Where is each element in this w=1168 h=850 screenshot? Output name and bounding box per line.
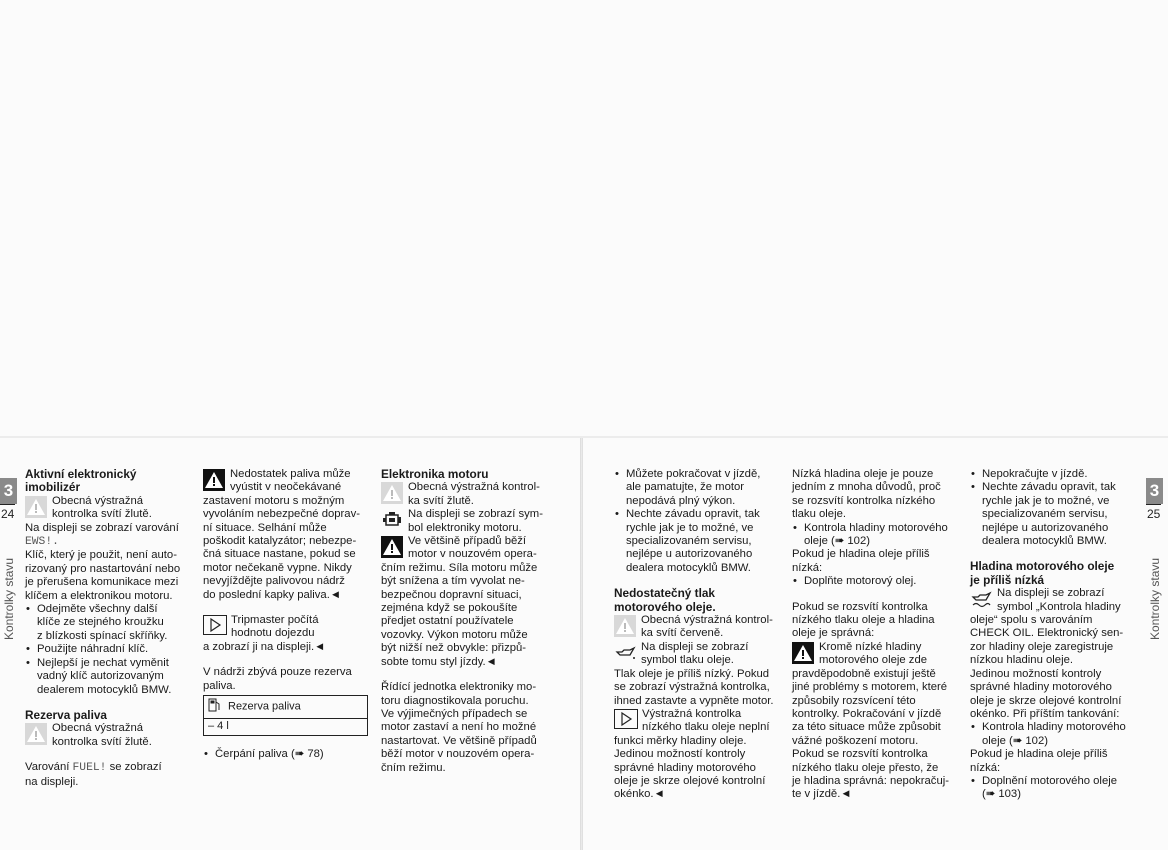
fuel-reserve-value: – 4 l: [204, 719, 368, 735]
fuel-reserve-table: [203, 695, 368, 735]
list-item: • Nechte závadu opravit, tak rychle jak je to možné, ve specializovaném servisu, nejlépe u autorizovaného dealera motocyklů BMW.: [970, 481, 1140, 548]
general-warning-icon: [25, 496, 47, 518]
oil-pressure-note: Výstražná kontrolka nízkého tlaku oleje neplní funkci měrky hladiny oleje. Jedinou možností kontroly správné hladiny motorového oleje je skrze olejové kontrolní okénko.◄: [614, 707, 770, 801]
engine-diagnosis-text: Řídící jednotka elektroniky mo- toru diagnostikovala poruchu. Ve výjimečných případech se motor zastaví a není ho možné nastartovat. Ve většině případů běží motor v nouzovém opera- čním režimu.: [381, 681, 537, 774]
oil-warning-text: Kromě nízké hladiny motorového oleje zde pravděpodobně existují ještě jiné problémy s motorem, které způsobily rozsvícení této kontrolky. Pokračování v jízdě za této situace může způsobit vážné poškození motoru. Pokud se rozsvítí kontrolka nízkého tlaku oleje přesto, že je hladina správná: nepokračuj- te v jízdě.◄: [792, 640, 949, 801]
chapter-number: 3: [3, 481, 14, 500]
list-item: • Použijte náhradní klíč.: [25, 643, 195, 656]
info-arrow-icon: [614, 709, 638, 729]
warning-triangle-icon: [792, 642, 814, 664]
left-col-3: Elektronika motoru Obecná výstražná kontrol- ka svítí žlutě. Na displeji se zobrazí sym- bol elektroniky motoru. Ve většině případů běží motor v nouzovém opera- čním režimu. Síla motoru může být snížena a tím vyvolat ne- bezpečnou dopravní situaci, zejména když se pokoušíte předjet ostatní používatele vozovky. Výkon motoru může být nižší než obvykle: přizpů- sobte tomu styl jízdy.◄ Řídící jednotka elektroniky mo- toru diagnostikovala poruchu. Ve výjimečných případech se motor zastaví a není ho možné nastartovat. Ve většině případů běží motor v nouzovém opera- čním režimu.: [381, 468, 551, 775]
info-arrow-icon: [203, 615, 227, 635]
page-number-left: 24: [1, 507, 15, 521]
engine-electronics-title: Elektronika motoru: [381, 467, 489, 481]
immobilizer-bullets: [25, 603, 195, 697]
list-item: • Čerpání paliva (➠ 78): [203, 748, 373, 761]
oil-level-text: Na displeji se zobrazí symbol „Kontrola hladiny oleje“ spolu s varováním CHECK OIL. Elektronický sen- zor hladiny oleje zaregistruje nízkou hladinu oleje. Jedinou možností kontroly správné hladiny motorového oleje je skrze olejové kontrolní okénko. Při příštím tankování:: [970, 587, 1124, 720]
side-label-left: Kontrolky stavu: [2, 557, 16, 640]
left-col-1: Aktivní elektronický imobilizér Obecná výstražná kontrolka svítí žlutě. Na displeji se zobrazí varování EWS!. Klíč, který je použit, není auto- rizovaný pro nastartování nebo je přerušena komunikace mezi klíčem a elektronikou motoru. • Odejměte všechny další klíče ze stejného kroužku z blízkosti spínací skříňky. • Použijte náhradní klíč. • Nejlepší je nechat vyměnit vadný klíč autorizovaným dealerem motocyklů BMW. Rezerva paliva Obecná výstražná kontrolka svítí žlutě. Varování FUEL! se zobrazí na displeji.: [25, 468, 195, 789]
immobilizer-title: Aktivní elektronický imobilizér: [25, 467, 137, 495]
list-item: • Nepokračujte v jízdě.: [970, 468, 1140, 481]
chapter-tab-left: [0, 478, 17, 504]
fuel-display-code: FUEL!: [72, 762, 107, 775]
warning-triangle-icon: [203, 469, 225, 491]
ews-display-code: EWS!.: [25, 536, 59, 549]
list-item: • Nechte závadu opravit, tak rychle jak je to možné, ve specializovaném servisu, nejlépe u autorizovaného dealera motocyklů BMW.: [614, 508, 784, 575]
list-item: • Nejlepší je nechat vyměnit vadný klíč autorizovaným dealerem motocyklů BMW.: [25, 657, 195, 697]
fuel-reserve-label: Rezerva paliva: [228, 700, 301, 713]
fuel-warning-text: Nedostatek paliva může vyústit v neočekávané zastavení motoru s možným vyvoláním nebezpečné doprav- ní situace. Selhání může poškodit katalyzátor; nebezpe- čná situace nastane, pokud se motor nečekaně vypne. Nikdy nevyjíždějte palivovou nádrž do poslední kapky paliva.◄: [203, 468, 360, 601]
engine-warning-text: Ve většině případů běží motor v nouzovém opera- čním režimu. Síla motoru může být snížena a tím vyvolat ne- bezpečnou dopravní situaci, zejména když se pokoušíte předjet ostatní používatele vozovky. Výkon motoru může být nižší než obvykle: přizpů- sobte tomu styl jízdy.◄: [381, 535, 538, 668]
left-col-2: Nedostatek paliva může vyústit v neočekávané zastavení motoru s možným vyvoláním nebezpečné doprav- ní situace. Selhání může poškodit katalyzátor; nebezpe- čná situace nastane, pokud se motor nečekaně vypne. Nikdy nevyjíždějte palivovou nádrž do poslední kapky paliva.◄ Tripmaster počítá hodnotu dojezdu a zobrazí ji na displeji.◄ V nádrži zbývá pouze rezerva paliva. Rezerva paliva – 4 l • Čerpání paliva (➠ 78): [203, 468, 373, 761]
right-col-2: Nízká hladina oleje je pouze jedním z mnoha důvodů, proč se rozsvítí kontrolka nízkého tlaku oleje. • Kontrola hladiny motorového oleje (➠ 102) Pokud je hladina oleje příliš nízká: • Doplňte motorový olej. Pokud se rozsvítí kontrolka nízkého tlaku oleje a hladina oleje je správná: Kromě nízké hladiny motorového oleje zde pravděpodobně existují ještě jiné problémy s motorem, které způsobily rozsvícení této kontrolky. Pokračování v jízdě za této situace může způsobit vážné poškození motoru. Pokud se rozsvítí kontrolka nízkého tlaku oleje přesto, že je hladina správná: nepokračuj- te v jízdě.◄: [792, 468, 962, 802]
oil-level-icon: [970, 588, 992, 610]
general-warning-icon: [25, 723, 47, 745]
book-fold: [580, 438, 583, 850]
fuel-pump-icon: [208, 698, 220, 716]
chapter-number: 3: [1149, 481, 1160, 500]
list-item: • Kontrola hladiny motorového oleje (➠ 102): [792, 522, 962, 549]
oil-pressure-paragraph: Tlak oleje je příliš nízký. Pokud se zobrazí výstražná kontrolka, ihned zastavte a vypněte motor.: [614, 667, 774, 707]
warning-triangle-icon: [381, 536, 403, 558]
right-col-1: • Můžete pokračovat v jízdě, ale pamatujte, že motor nepodává plný výkon. • Nechte závadu opravit, tak rychle jak je to možné, ve specializovaném servisu, nejlépe u autorizovaného dealera motocyklů BMW. Nedostatečný tlak motorového oleje. Obecná výstražná kontrol- ka svítí červeně. Na displeji se zobrazí symbol tlaku oleje. Tlak oleje je příliš nízký. Pokud se zobrazí výstražná kontrolka, ihned zastavte a vypněte motor. Výstražná kontrolka nízkého tlaku oleje neplní funkci měrky hladiny oleje. Jedinou možností kontroly správné hladiny motorového oleje je skrze olejové kontrolní okénko.◄: [614, 468, 784, 802]
side-label-right: Kontrolky stavu: [1148, 557, 1162, 640]
oil-can-icon: [614, 642, 636, 664]
chapter-tab-right: [1146, 478, 1163, 504]
list-item: • Můžete pokračovat v jízdě, ale pamatujte, že motor nepodává plný výkon.: [614, 468, 784, 508]
tripmaster-note: Tripmaster počítá hodnotu dojezdu a zobrazí ji na displeji.◄: [203, 614, 326, 653]
right-col-3: • Nepokračujte v jízdě. • Nechte závadu opravit, tak rychle jak je to možné, ve specializovaném servisu, nejlépe u autorizovaného dealera motocyklů BMW. Hladina motorového oleje je příliš nízká Na displeji se zobrazí symbol „Kontrola hladiny oleje“ spolu s varováním CHECK OIL. Elektronický sen- zor hladiny oleje zaregistruje nízkou hladinu oleje. Jedinou možností kontroly správné hladiny motorového oleje je skrze olejové kontrolní okénko. Při příštím tankování: • Kontrola hladiny motorového oleje (➠ 102) Pokud je hladina oleje příliš nízká: • Doplnění motorového oleje (➠ 103): [970, 468, 1140, 802]
list-item: • Doplnění motorového oleje (➠ 103): [970, 775, 1140, 802]
oil-level-title: Hladina motorového oleje je příliš nízká: [970, 559, 1115, 587]
page-number-right: 25: [1147, 507, 1161, 521]
general-warning-icon: [381, 482, 403, 504]
list-item: • Doplňte motorový olej.: [792, 575, 962, 588]
immobilizer-paragraph: Klíč, který je použit, není auto- rizovaný pro nastartování nebo je přerušena komunikace mezi klíčem a elektronikou motoru.: [25, 549, 181, 602]
page-top-edge: [0, 436, 1168, 438]
list-item: • Kontrola hladiny motorového oleje (➠ 102): [970, 721, 1140, 748]
engine-electronics-icon: [381, 509, 403, 531]
list-item: • Odejměte všechny další klíče ze stejného kroužku z blízkosti spínací skříňky.: [25, 603, 195, 643]
oil-pressure-title: Nedostatečný tlak motorového oleje.: [614, 586, 716, 614]
fuel-reserve-title: Rezerva paliva: [25, 707, 107, 722]
general-warning-icon: [614, 615, 636, 637]
